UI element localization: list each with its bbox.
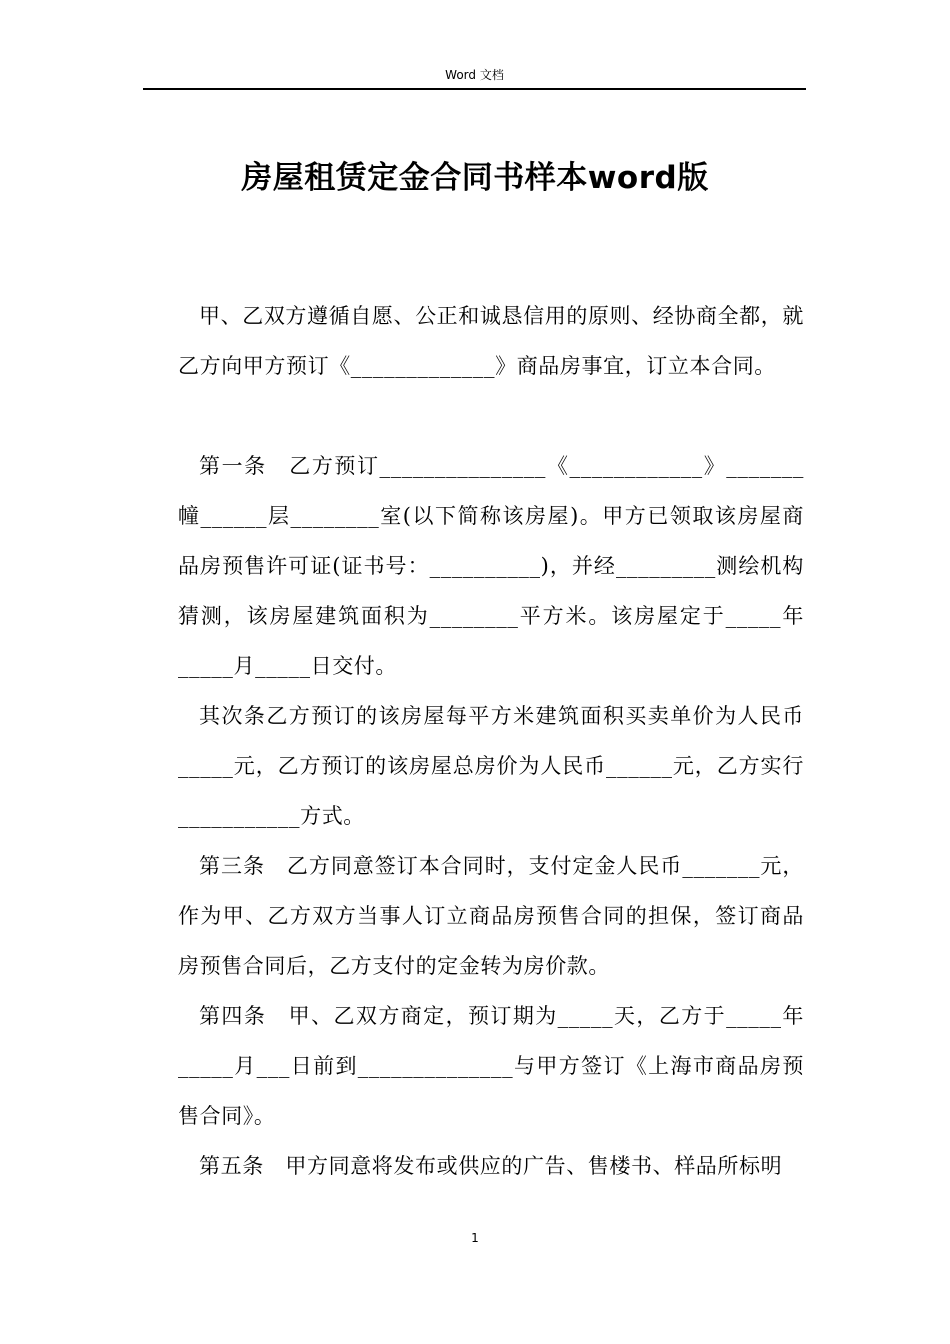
page-footer: [0, 1229, 950, 1247]
paragraph-preamble: 甲、乙双方遵循自愿、公正和诚恳信用的原则、经协商全都，就乙方向甲方预订《_____________》商品房事宜，订立本合同。: [178, 304, 804, 378]
paragraph-article-2: 其次条乙方预订的该房屋每平方米建筑面积买卖单价为人民币_____元，乙方预订的该房屋总房价为人民币______元，乙方实行___________方式。: [178, 704, 804, 828]
paragraph-article-5: 第五条 甲方同意将发布或供应的广告、售楼书、样品所标明: [199, 1154, 783, 1178]
header-text: Word 文档: [445, 68, 504, 82]
document-body: [178, 291, 804, 1191]
paragraph-article-4: 第四条 甲、乙双方商定，预订期为_____天，乙方于_____年_____月___日前到______________与甲方签订《上海市商品房预售合同》。: [178, 1004, 804, 1128]
page-number: 1: [471, 1231, 479, 1245]
document-title: 房屋租赁定金合同书样本word版: [241, 160, 709, 196]
paragraph-article-3: 第三条 乙方同意签订本合同时，支付定金人民币_______元，作为甲、乙方双方当事人订立商品房预售合同的担保，签订商品房预售合同后，乙方支付的定金转为房价款。: [178, 854, 804, 978]
paragraph-article-1: 第一条 乙方预订_______________《____________》_______幢______层________室(以下简称该房屋)。甲方已领取该房屋商品房预售许可证(证书号：__________)，并经_________测绘机构猜测，该房屋建筑面积为________平方米。该房屋定于_____年_____月_____日交付。: [178, 454, 804, 678]
page-header: [143, 66, 806, 90]
